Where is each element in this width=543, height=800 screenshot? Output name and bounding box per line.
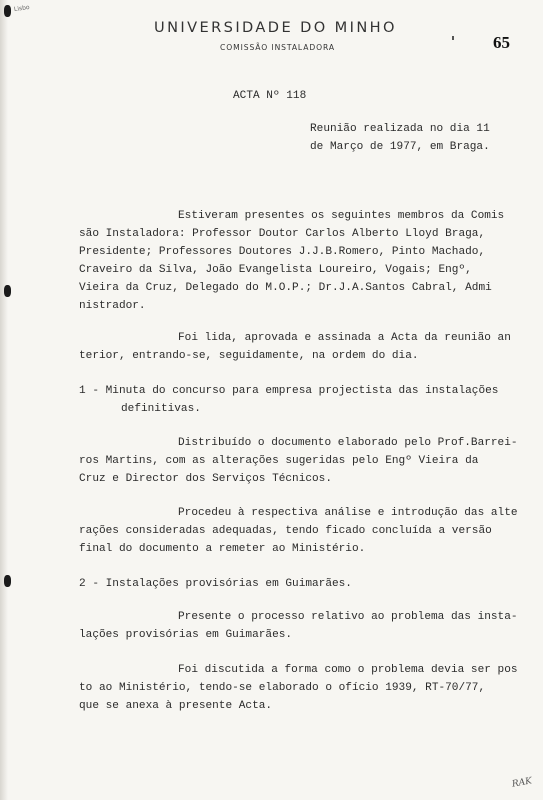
text-line: Cruz e Director dos Serviços Técnicos. bbox=[79, 473, 332, 485]
text-line: Procedeu à respectiva análise e introdução das alte bbox=[178, 507, 518, 519]
corner-note: Lisbo bbox=[13, 3, 31, 14]
text-line: nistrador. bbox=[79, 300, 146, 312]
binding-hole bbox=[4, 285, 11, 297]
acta-title: ACTA Nº 118 bbox=[233, 90, 307, 102]
text-line: Foi lida, aprovada e assinada a Acta da reunião an bbox=[178, 332, 511, 344]
text-line: lações provisórias em Guimarães. bbox=[79, 629, 293, 641]
text-line: rações consideradas adequadas, tendo ficado concluída a versão bbox=[79, 525, 492, 537]
text-line: Presidente; Professores Doutores J.J.B.Romero, Pinto Machado, bbox=[79, 246, 486, 258]
institution-name: UNIVERSIDADE DO MINHO bbox=[154, 19, 397, 36]
text-line: Distribuído o documento elaborado pelo Prof.Barrei- bbox=[178, 437, 518, 449]
text-line: Foi discutida a forma como o problema devia ser pos bbox=[178, 664, 518, 676]
page-edge-shadow bbox=[0, 0, 8, 800]
institution-subtitle: COMISSÃO INSTALADORA bbox=[220, 43, 335, 52]
page-number: 65 bbox=[493, 33, 510, 52]
text-line: terior, entrando-se, seguidamente, na ordem do dia. bbox=[79, 350, 419, 362]
text-line: que se anexa à presente Acta. bbox=[79, 700, 273, 712]
meeting-info-line: Reunião realizada no dia 11 bbox=[310, 123, 490, 135]
meeting-info-line: de Março de 1977, em Braga. bbox=[310, 141, 490, 153]
text-line: to ao Ministério, tendo-se elaborado o ofício 1939, RT-70/77, bbox=[79, 682, 486, 694]
handwritten-initials: RAK bbox=[511, 776, 533, 790]
agenda-item-heading: 1 - Minuta do concurso para empresa projectista das instalações bbox=[79, 385, 499, 397]
agenda-item-heading: 2 - Instalações provisórias em Guimarães. bbox=[79, 578, 352, 590]
text-line: Vieira da Cruz, Delegado do M.O.P.; Dr.J.A.Santos Cabral, Admi bbox=[79, 282, 492, 294]
text-line: ros Martins, com as alterações sugeridas pelo Engº Vieira da bbox=[79, 455, 479, 467]
text-line: são Instaladora: Professor Doutor Carlos Alberto Lloyd Braga, bbox=[79, 228, 486, 240]
binding-hole bbox=[4, 575, 11, 587]
text-line: final do documento a remeter ao Ministério. bbox=[79, 543, 366, 555]
binding-hole bbox=[4, 5, 11, 17]
agenda-item-heading: definitivas. bbox=[121, 403, 201, 415]
text-line: Estiveram presentes os seguintes membros da Comis bbox=[178, 210, 505, 222]
tick-mark bbox=[452, 36, 454, 40]
text-line: Craveiro da Silva, João Evangelista Loureiro, Vogais; Engº, bbox=[79, 264, 472, 276]
text-line: Presente o processo relativo ao problema das insta- bbox=[178, 611, 518, 623]
